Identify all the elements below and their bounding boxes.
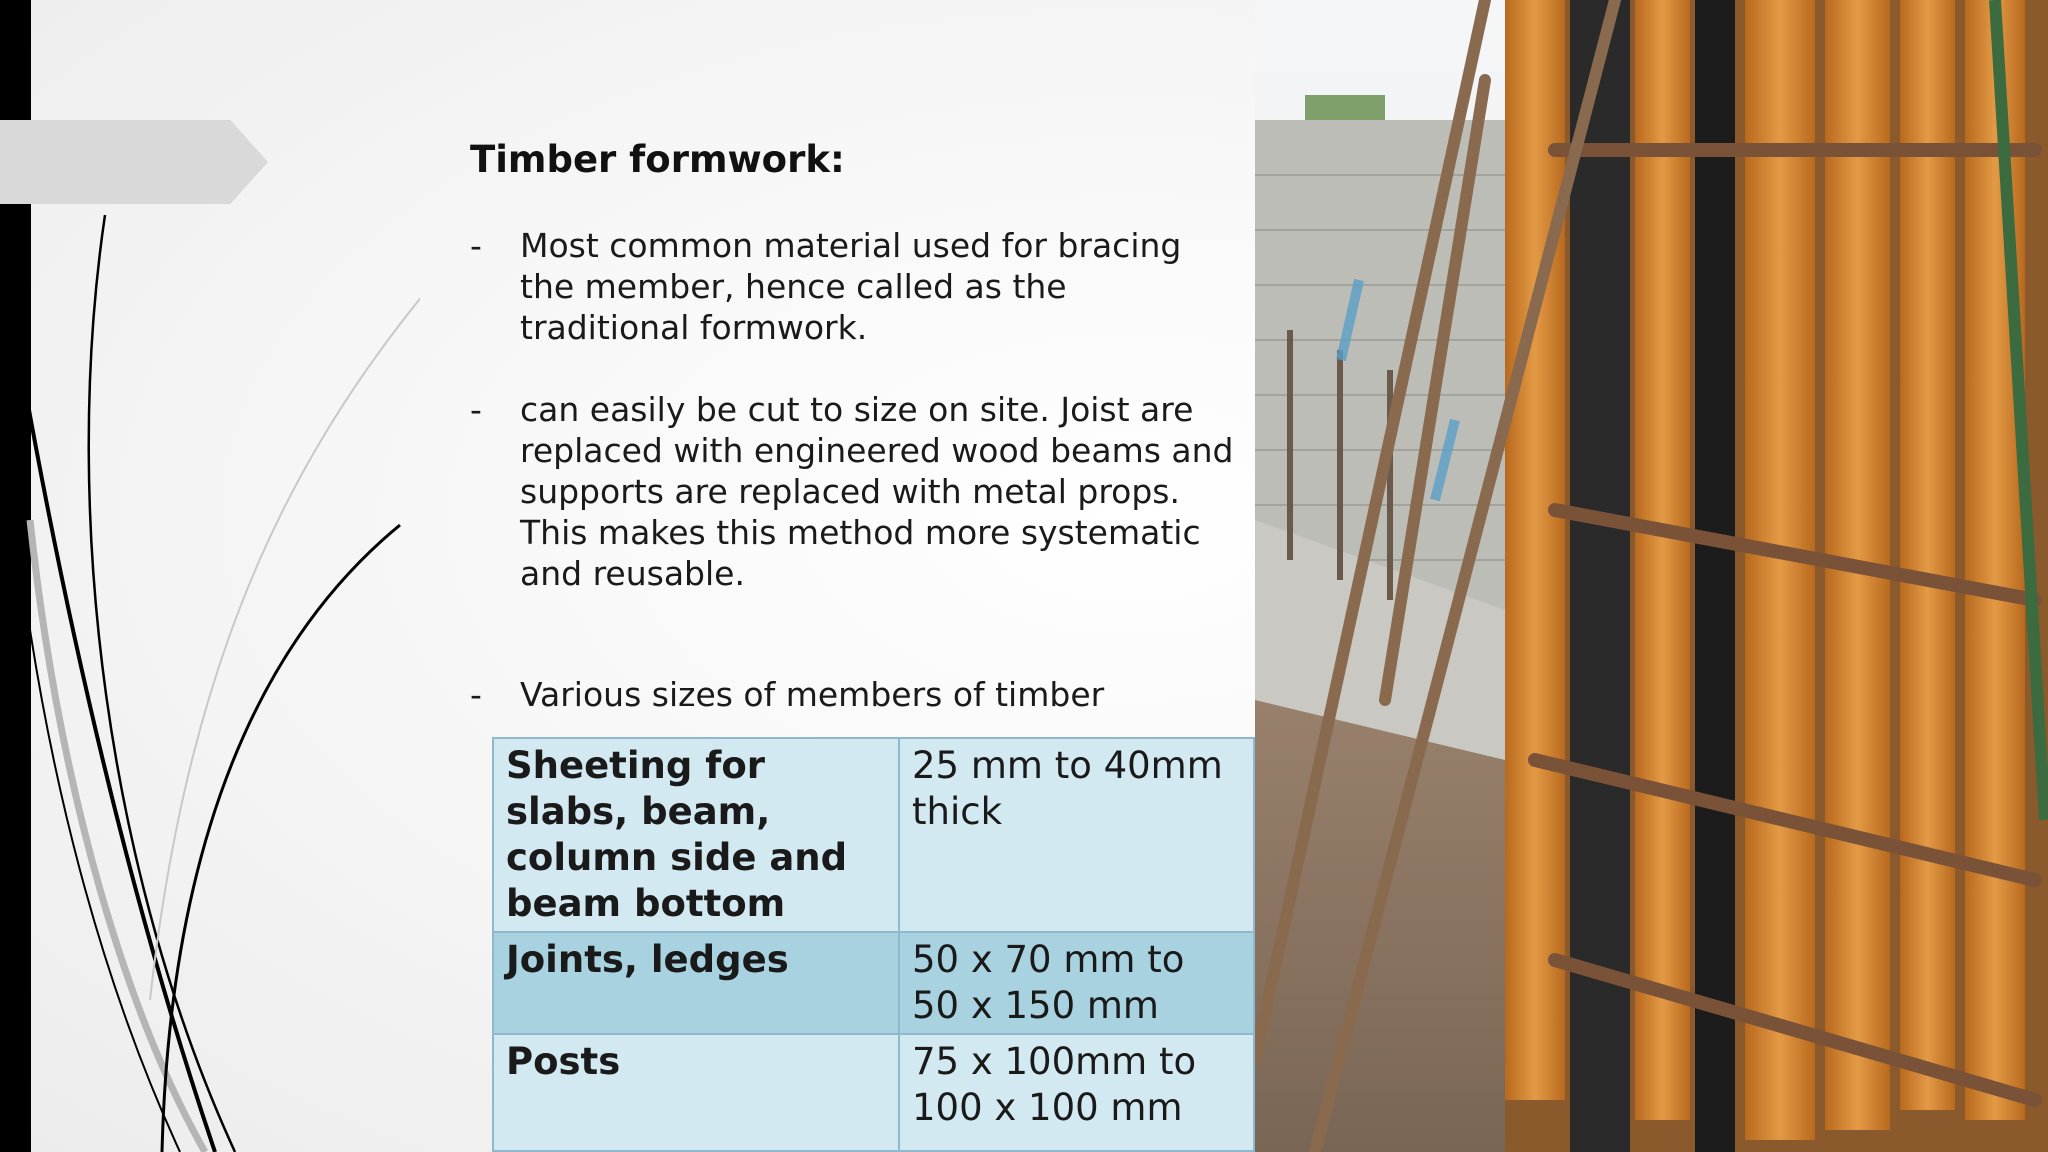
bullet-text: Most common material used for bracing the member, hence called as the traditional formwork. [520, 226, 1182, 347]
table-cell-size: 25 mm to 40mm thick [899, 738, 1254, 932]
table-cell-size: 75 x 100mm to 100 x 100 mm [899, 1034, 1254, 1151]
table-cell-member: Posts [493, 1034, 899, 1151]
table-cell-member: Sheeting for slabs, beam, column side and beam bottom [493, 738, 899, 932]
bullet-dash: - [470, 226, 482, 265]
slide-title: Timber formwork: [470, 138, 845, 181]
table-cell-member: Joints, ledges [493, 932, 899, 1034]
bullet-text: Various sizes of members of timber [520, 675, 1105, 714]
bullet-dash: - [470, 675, 482, 714]
table-row [493, 738, 1254, 932]
construction-photo [1255, 0, 2048, 1152]
table-cell-size: 50 x 70 mm to 50 x 150 mm [899, 932, 1254, 1034]
table-row [493, 932, 1254, 1034]
table-row [493, 1034, 1254, 1151]
bullet-text: can easily be cut to size on site. Joist are replaced with engineered wood beams and supports are replaced with metal props. This makes this method more systematic and reusable. [520, 390, 1234, 593]
timber-sizes-table [492, 737, 1255, 1152]
bullet-dash: - [470, 390, 482, 429]
decorative-swoosh-lines [0, 0, 420, 1152]
